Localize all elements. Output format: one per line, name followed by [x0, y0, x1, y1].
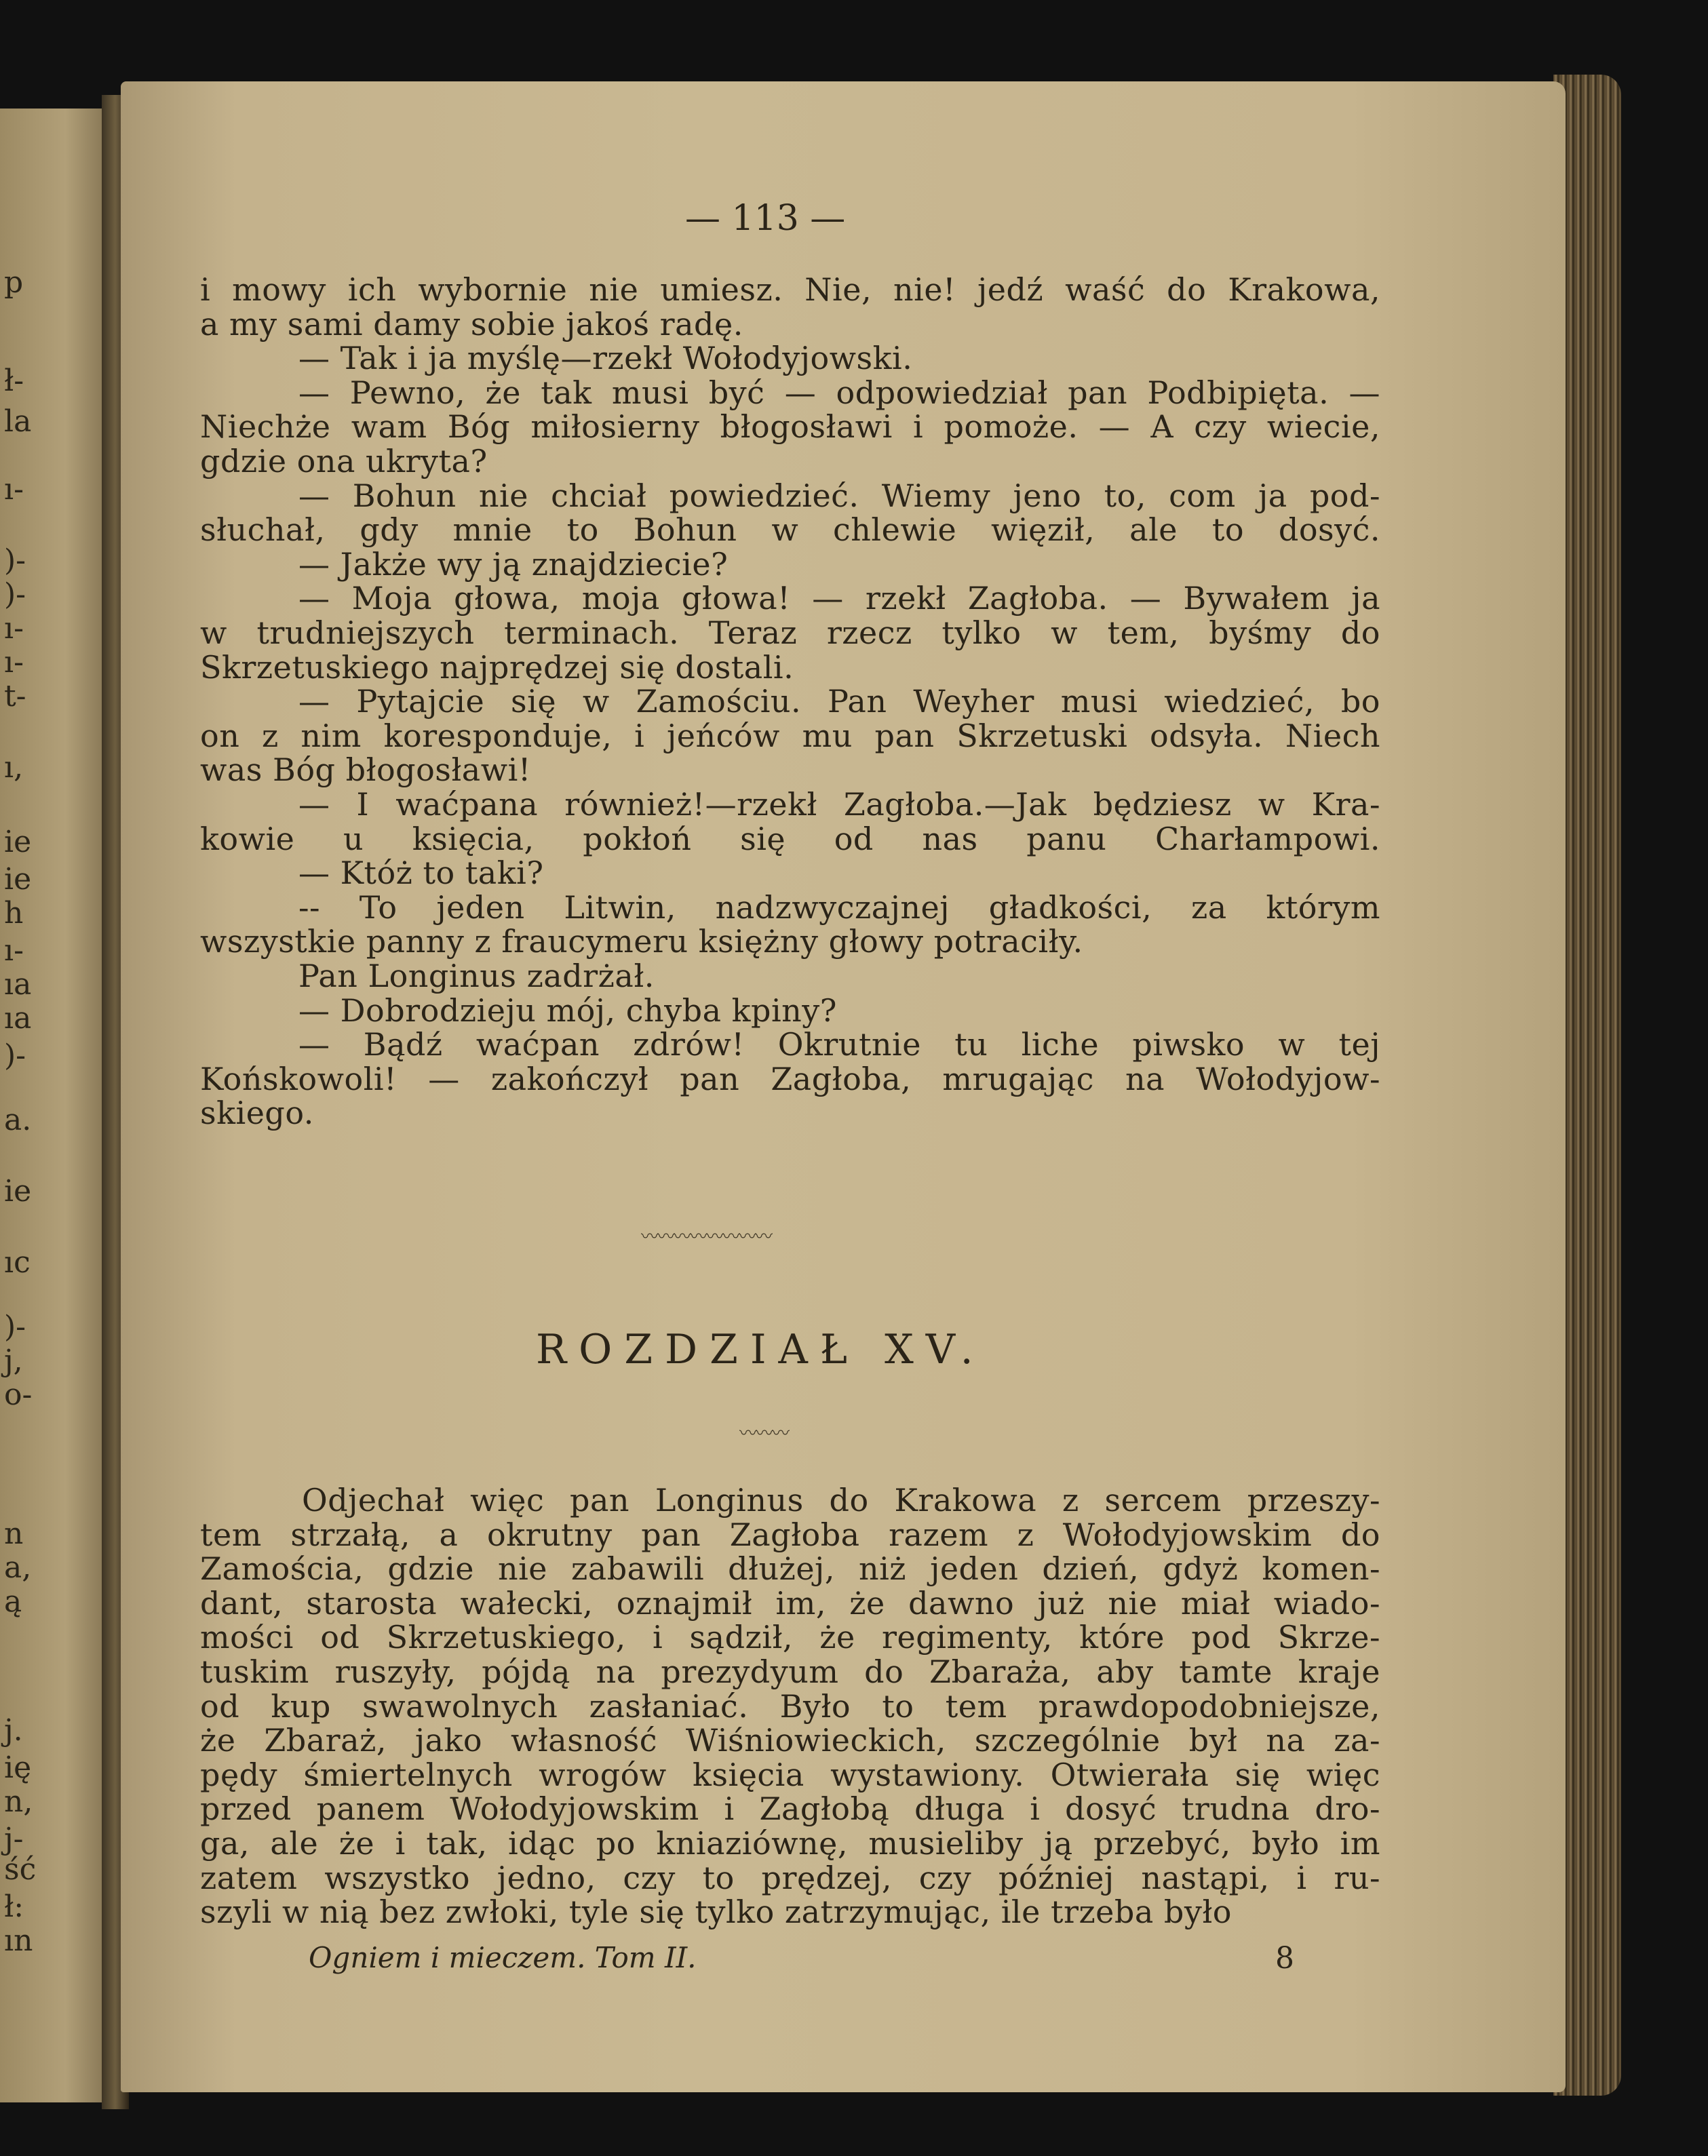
left-page-fragment: a, — [4, 1550, 32, 1585]
text-line: zatem wszystko jedno, czy to prędzej, czy później nastąpi, i ru- — [200, 1859, 1380, 1896]
text-line: — Któż to taki? — [298, 855, 544, 892]
left-page-fragment: ı- — [4, 611, 24, 646]
left-page-fragment: ie — [4, 862, 32, 897]
text-line: Końskowoli! — zakończył pan Zagłoba, mrugając na Wołodyjow- — [200, 1060, 1380, 1097]
text-line: ga, ale że i tak, idąc po kniaziównę, musieliby ją przebyć, było im — [200, 1825, 1380, 1862]
text-line: — I waćpana również!—rzekł Zagłoba.—Jak będziesz w Kra- — [298, 786, 1380, 823]
left-page-fragment: p — [4, 265, 24, 300]
left-page-fragment: ie — [4, 1174, 32, 1209]
left-page-fragment: ą — [4, 1584, 22, 1619]
left-page-fragment: )- — [4, 577, 26, 612]
text-line: Zamościa, gdzie nie zabawili dłużej, niż jeden dzień, gdyż komen- — [200, 1550, 1380, 1588]
left-page-fragment: j. — [4, 1713, 23, 1748]
left-page-fragment: ię — [4, 1750, 32, 1785]
left-page-fragment: h — [4, 896, 24, 930]
text-line: że Zbaraż, jako własność Wiśniowieckich, szczególnie był na za- — [200, 1722, 1380, 1759]
left-page-fragment: a. — [4, 1103, 32, 1137]
chapter-heading: ROZDZIAŁ XV. — [536, 1326, 986, 1373]
left-page-fragment: la — [4, 404, 32, 439]
text-line: mości od Skrzetuskiego, i sądził, że regimenty, które pod Skrze- — [200, 1619, 1380, 1656]
left-page-fragment: n, — [4, 1784, 33, 1819]
text-line: — Pewno, że tak musi być — odpowiedział pan Podbipięta. — — [298, 374, 1380, 411]
text-line: od kup swawolnych zasłaniać. Było to tem prawdopodobniejsze, — [200, 1687, 1380, 1725]
text-line: — Bohun nie chciał powiedzieć. Wiemy jeno to, com ja pod- — [298, 477, 1380, 514]
text-line: — Jakże wy ją znajdziecie? — [298, 545, 729, 583]
text-line: i mowy ich wybornie nie umiesz. Nie, nie! jedź waść do Krakowa, — [200, 271, 1380, 308]
book-signature: Ogniem i mieczem. Tom II. — [309, 1941, 697, 1974]
left-page-fragment: ıa — [4, 967, 32, 1002]
text-line: — Tak i ja myślę—rzekł Wołodyjowski. — [298, 340, 913, 377]
left-page-fragment: j, — [4, 1344, 23, 1378]
left-page-fragment: ıa — [4, 1001, 32, 1036]
left-page-fragment: ł- — [4, 364, 24, 398]
left-page-fragment: t- — [4, 679, 26, 713]
text-line: tuskim ruszyły, pójdą na prezydyum do Zbaraża, aby tamte kraje — [200, 1653, 1380, 1690]
text-line: Niechże wam Bóg miłosierny błogosławi i pomoże. — A czy wiecie, — [200, 408, 1380, 446]
text-line: przed panem Wołodyjowskim i Zagłobą długa i dosyć trudna dro- — [200, 1790, 1380, 1828]
text-line: szyli w nią bez zwłoki, tyle się tylko zatrzymując, ile trzeba było — [200, 1894, 1232, 1931]
left-page-fragment: ı- — [4, 933, 24, 968]
left-page-fragment: ı- — [4, 645, 24, 680]
left-page-fragment: ie — [4, 825, 32, 859]
left-page-fragment: n — [4, 1516, 24, 1551]
left-page-fragment: o- — [4, 1377, 33, 1412]
text-line: on z nim koresponduje, i jeńców mu pan Skrzetuski odsyła. Niech — [200, 717, 1380, 754]
page-number: — 113 — — [685, 198, 846, 239]
text-line: słuchał, gdy mnie to Bohun w chlewie więził, ale to dosyć. — [200, 511, 1380, 549]
text-line: Odjechał więc pan Longinus do Krakowa z sercem przeszy- — [302, 1482, 1380, 1518]
left-page-fragment: )- — [4, 1038, 26, 1073]
text-line: pędy śmiertelnych wrogów księcia wystawiony. Otwierała się więc — [200, 1756, 1380, 1793]
chapter-ornament: 〰〰〰 — [739, 1424, 789, 1444]
left-page-fragment: ść — [4, 1852, 37, 1887]
text-line: gdzie ona ukryta? — [200, 443, 488, 479]
left-page-fragment: )- — [4, 1310, 26, 1344]
left-page-fragment: ı- — [4, 472, 24, 507]
text-line: Pan Longinus zadrżał. — [298, 958, 655, 994]
text-line: kowie u księcia, pokłoń się od nas panu Charłampowi. — [200, 820, 1380, 857]
text-line: — Dobrodzieju mój, chyba kpiny? — [298, 992, 837, 1029]
text-line: Skrzetuskiego najprędzej się dostali. — [200, 648, 794, 686]
sheet-number: 8 — [1275, 1941, 1294, 1976]
text-line: tem strzałą, a okrutny pan Zagłoba razem z Wołodyjowskim do — [200, 1516, 1380, 1553]
text-line: a my sami damy sobie jakoś radę. — [200, 305, 743, 342]
left-page-fragment: )- — [4, 543, 26, 578]
left-page-fragment: ł: — [4, 1889, 24, 1924]
text-line: -- To jeden Litwin, nadzwyczajnej gładkości, za którym — [298, 888, 1380, 926]
text-line: was Bóg błogosławi! — [200, 751, 531, 789]
left-page-fragment: ın — [4, 1923, 33, 1958]
left-page-fragment: ı, — [4, 750, 24, 785]
text-line: — Moja głowa, moja głowa! — rzekł Zagłoba. — Bywałem ja — [298, 580, 1380, 617]
separator-ornament: 〰〰〰〰〰〰〰〰 — [641, 1227, 772, 1247]
text-line: — Pytajcie się w Zamościu. Pan Weyher musi wiedzieć, bo — [298, 683, 1380, 720]
text-line: w trudniejszych terminach. Teraz rzecz tylko w tem, byśmy do — [200, 614, 1380, 651]
left-page-fragment: j- — [4, 1822, 24, 1856]
left-page-fragment: ıc — [4, 1245, 31, 1280]
text-line: dant, starosta wałecki, oznajmił im, że dawno już nie miał wiado- — [200, 1584, 1380, 1622]
text-line: wszystkie panny z fraucymeru księżny głowy potraciły. — [200, 923, 1083, 960]
text-line: — Bądź waćpan zdrów! Okrutnie tu liche piwsko w tej — [298, 1026, 1380, 1063]
text-line: skiego. — [200, 1095, 314, 1132]
